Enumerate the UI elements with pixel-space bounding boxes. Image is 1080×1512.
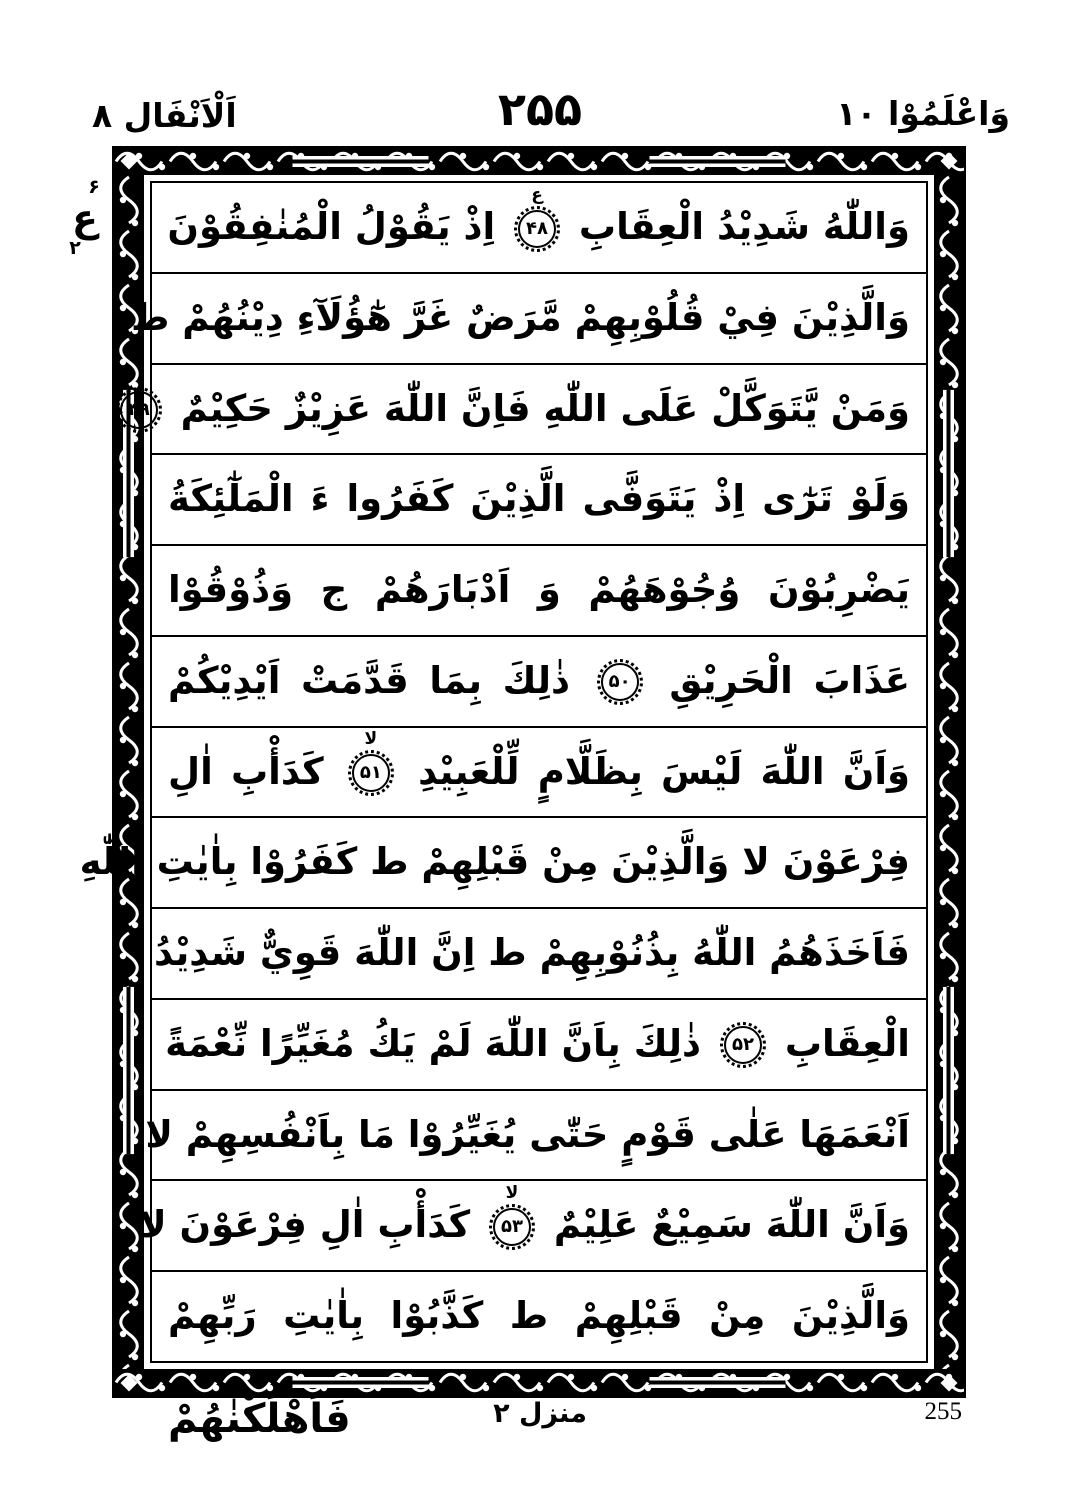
line-text: فِرْعَوْنَ لا وَالَّذِيْنَ مِنْ قَبْلِهِمْ ط كَفَرُوْا بِاٰيٰتِ اللّٰهِ [79, 840, 910, 884]
page-number-arabic: ۲۵۵ [497, 82, 583, 136]
manzil-label: منزل ۲ [493, 1398, 587, 1429]
quran-line-13 [152, 1272, 926, 1361]
surah-name-header: اَلْاَنْفَال ۸ [92, 96, 237, 135]
line-text: ذٰلِكَ بِمَا قَدَّمَتْ اَيْدِيْكُمْ [168, 658, 570, 702]
ayah-number: ۴۸ [518, 210, 556, 248]
ayah-end-marker [116, 387, 162, 433]
ruku-number-top: ۶ [88, 176, 100, 198]
ruku-ain-mark: ع [531, 184, 543, 205]
line-text: وَاَنَّ اللّٰهَ سَمِيْعٌ عَلِيْمٌ [553, 1203, 910, 1247]
ayah-number: ۵۰ [601, 663, 639, 701]
ruku-number-bottom: ۲ [69, 237, 81, 259]
ruku-ain-mark: لا [364, 729, 378, 750]
line-text: وَاَنَّ اللّٰهَ لَيْسَ بِظَلَّامٍ لِّلْعَبِيْدِ [418, 749, 911, 793]
line-text: اِذْ يَقُوْلُ الْمُنٰفِقُوْنَ [167, 205, 496, 248]
quran-line-10 [152, 1000, 926, 1091]
ruku-ain-letter: ع [72, 196, 98, 240]
line-text: كَدَأْبِ اٰلِ [168, 749, 324, 793]
quran-line-6 [152, 637, 926, 728]
quran-line-9 [152, 909, 926, 1000]
quran-line-2 [131, 274, 926, 365]
ayah-end-marker [489, 1182, 535, 1250]
quran-line-12 [139, 1181, 926, 1272]
quran-line-4 [152, 455, 926, 546]
line-text: وَالَّذِيْنَ فِيْ قُلُوْبِهِمْ مَّرَضٌ غَرَّ هٰٓؤُلَآءِ دِيْنُهُمْ ط [131, 295, 910, 339]
quran-line-7 [152, 728, 926, 819]
line-text: الْعِقَابِ [784, 1021, 910, 1065]
line-text: وَمَنْ يَّتَوَكَّلْ عَلَى اللّٰهِ فَاِنَّ اللّٰهَ عَزِيْزٌ حَكِيْمٌ [180, 386, 910, 430]
line-text: عَذَابَ الْحَرِيْقِ [669, 658, 910, 702]
ayah-number: ۵۲ [724, 1026, 762, 1064]
line-text: وَاللّٰهُ شَدِيْدُ الْعِقَابِ [578, 205, 910, 248]
line-text: وَالَّذِيْنَ مِنْ قَبْلِهِمْ ط كَذَّبُوْا بِاٰيٰتِ رَبِّهِمْ [168, 1294, 910, 1338]
text-rows [79, 181, 928, 1363]
quran-line-3 [127, 365, 926, 456]
ornate-frame [79, 146, 966, 1398]
ayah-end-marker [514, 184, 560, 252]
ayah-end-marker [597, 659, 643, 705]
juz-name-header: وَاعْلَمُوْا ۱۰ [836, 94, 1010, 133]
ruku-margin-marker [62, 178, 108, 258]
catchword-next-page: فَاَهْلَكْنٰهُمْ [168, 1396, 351, 1442]
frame-border-bottom [114, 1369, 964, 1396]
ayah-number: ۵۱ [352, 754, 390, 792]
line-text: وَلَوْ تَرٰٓى اِذْ يَتَوَفَّى الَّذِيْنَ كَفَرُوا ءَ الْمَلٰٓئِكَةُ [168, 477, 910, 521]
frame-border-top [114, 148, 964, 175]
line-text: كَدَأْبِ اٰلِ فِرْعَوْنَ لا [139, 1203, 471, 1247]
quran-line-11 [145, 1091, 926, 1182]
quran-line-1 [152, 183, 926, 274]
line-text: ذٰلِكَ بِاَنَّ اللّٰهَ لَمْ يَكُ مُغَيِّرًا نِّعْمَةً [165, 1021, 702, 1065]
ayah-number: ۴۹ [120, 391, 158, 429]
quran-line-8 [79, 818, 926, 909]
ruku-ain-mark: لا [505, 1182, 519, 1203]
ayah-end-marker [720, 1022, 766, 1068]
frame-border-right [934, 175, 964, 1369]
ayah-end-marker [348, 729, 394, 796]
ayah-number: ۵۳ [493, 1208, 531, 1246]
line-text: فَاَخَذَهُمُ اللّٰهُ بِذُنُوْبِهِمْ ط اِنَّ اللّٰهَ قَوِيٌّ شَدِيْدُ [154, 931, 910, 975]
line-text: اَنْعَمَهَا عَلٰى قَوْمٍ حَتّٰى يُغَيِّرُوْا مَا بِاَنْفُسِهِمْ لا [145, 1112, 910, 1156]
page-number-latin: 255 [924, 1398, 962, 1425]
quran-line-5 [152, 546, 926, 637]
line-text: يَضْرِبُوْنَ وُجُوْهَهُمْ وَ اَدْبَارَهُمْ ج وَذُوْقُوْا [168, 568, 910, 612]
